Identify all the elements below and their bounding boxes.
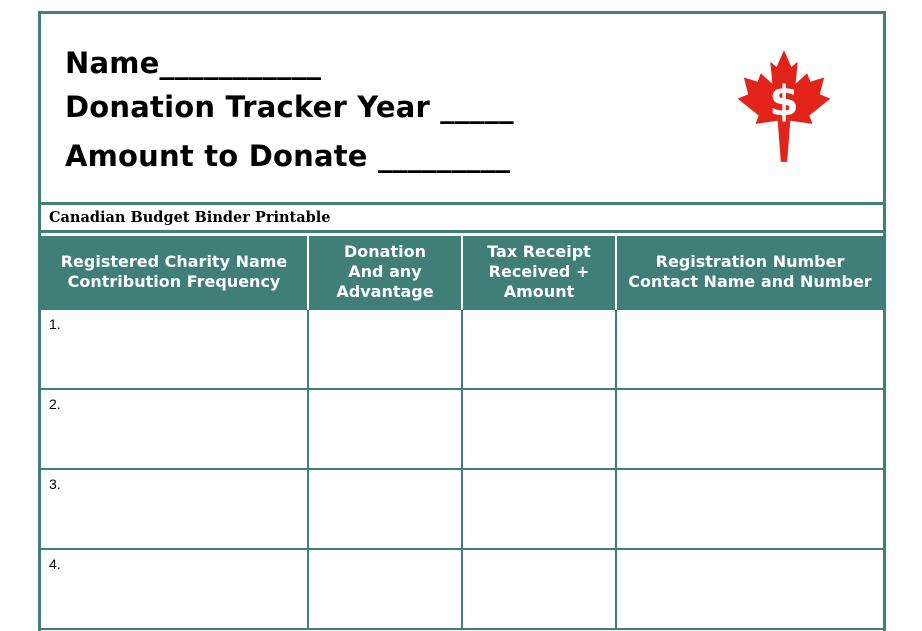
amount-to-donate-line: Amount to Donate _________: [65, 139, 511, 173]
table-header-row: [41, 236, 883, 309]
table-row: [41, 309, 883, 389]
registration-cell[interactable]: [616, 469, 883, 549]
table-row: [41, 549, 883, 629]
maple-leaf-dollar-icon: [731, 48, 837, 164]
row-number-cell[interactable]: 4.: [41, 549, 308, 629]
dollar-symbol: $: [769, 76, 799, 126]
row-number-cell[interactable]: 1.: [41, 309, 308, 389]
donation-tracker-year-line: Donation Tracker Year _____: [65, 90, 514, 124]
registration-cell[interactable]: [616, 549, 883, 629]
column-header-charity: Registered Charity Name Contribution Frequency: [41, 236, 308, 309]
donation-table: [41, 236, 883, 630]
donation-tracker-sheet: [38, 11, 886, 631]
form-header: [41, 14, 883, 205]
column-header-registration: Registration Number Contact Name and Number: [616, 236, 883, 309]
table-row: [41, 469, 883, 549]
tax-receipt-cell[interactable]: [462, 549, 616, 629]
registration-cell[interactable]: [616, 309, 883, 389]
subtitle: Canadian Budget Binder Printable: [41, 205, 883, 233]
name-line: Name___________: [65, 46, 322, 80]
registration-cell[interactable]: [616, 389, 883, 469]
tax-receipt-cell[interactable]: [462, 309, 616, 389]
tax-receipt-cell[interactable]: [462, 389, 616, 469]
donation-cell[interactable]: [308, 389, 462, 469]
row-number-cell[interactable]: 3.: [41, 469, 308, 549]
donation-cell[interactable]: [308, 309, 462, 389]
column-header-donation: Donation And any Advantage: [308, 236, 462, 309]
donation-cell[interactable]: [308, 549, 462, 629]
donation-cell[interactable]: [308, 469, 462, 549]
tax-receipt-cell[interactable]: [462, 469, 616, 549]
table-row: [41, 389, 883, 469]
column-header-tax-receipt: Tax Receipt Received + Amount: [462, 236, 616, 309]
row-number-cell[interactable]: 2.: [41, 389, 308, 469]
